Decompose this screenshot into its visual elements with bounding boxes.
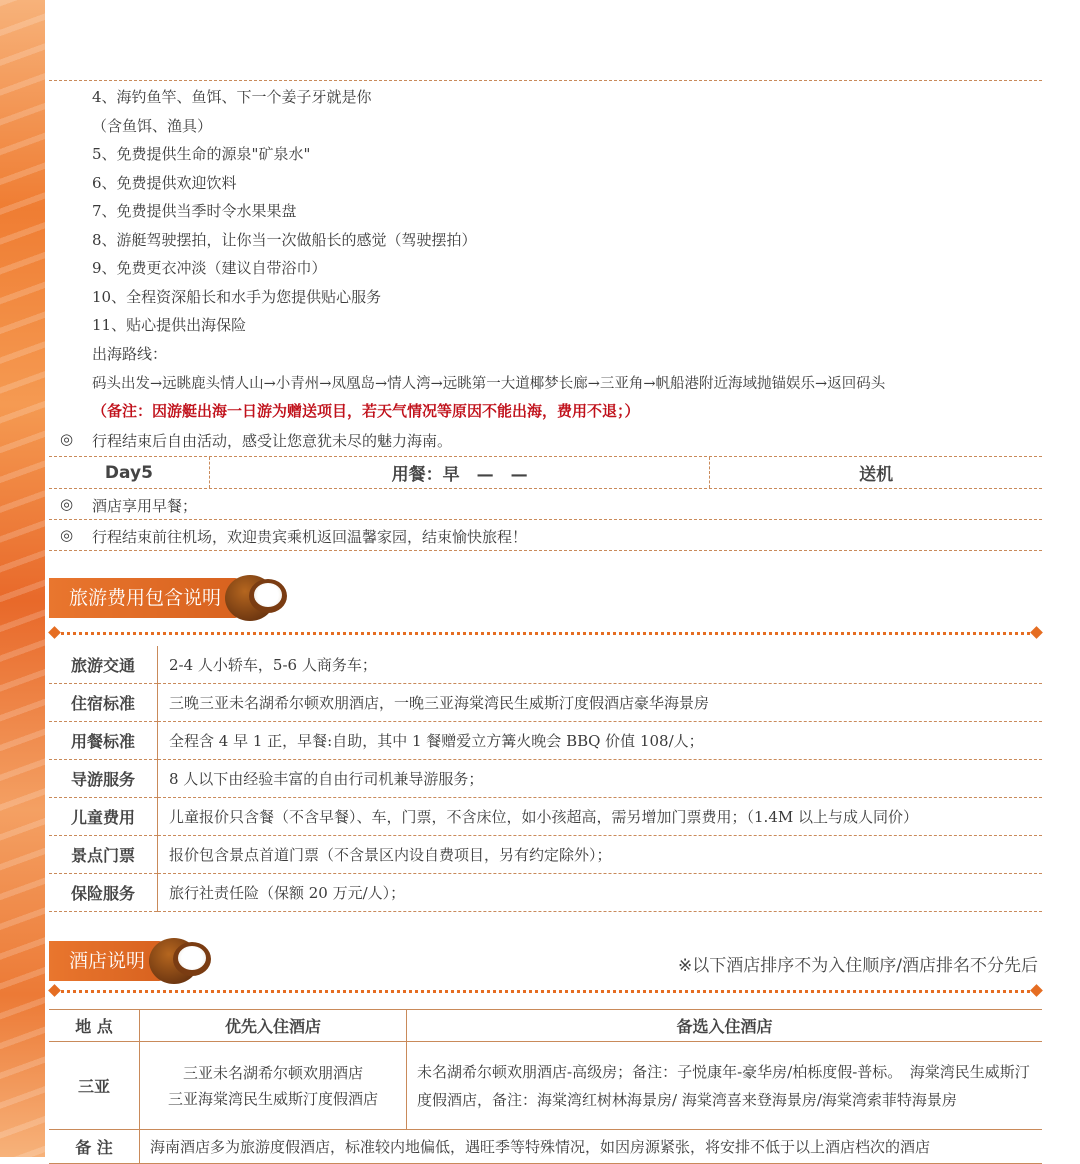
day-label: Day5 — [104, 462, 153, 483]
itinerary-line: 9、免费更衣冲淡（建议自带浴巾） — [92, 259, 327, 277]
fee-value: 2-4 人小轿车，5-6 人商务车； — [158, 646, 1043, 684]
day5-item: 酒店享用早餐； — [92, 497, 198, 515]
table-row — [49, 798, 1042, 836]
fee-key: 旅游交通 — [49, 646, 158, 684]
table-row — [49, 836, 1042, 874]
bullet-icon: ◎ — [60, 526, 74, 544]
column-header: 优先入住酒店 — [140, 1010, 407, 1042]
hotel-order-note: ※以下酒店排序不为入住顺序/酒店排名不分先后 — [678, 956, 1038, 976]
fee-key: 导游服务 — [49, 760, 158, 798]
dotted-divider — [49, 627, 1042, 639]
alternate-hotels-cell: 未名湖希尔顿欢朋酒店-高级房；备注：子悦康年-豪华房/柏栎度假-普标。 海棠湾民生威斯汀度假酒店，备注：海棠湾红树林海景房/ 海棠湾喜来登海景房/海棠湾索菲特海景房 — [407, 1042, 1043, 1130]
column-header: 地 点 — [49, 1010, 140, 1042]
itinerary-line: （含鱼饵、渔具） — [92, 117, 213, 135]
day5-header-row — [49, 457, 1042, 488]
itinerary-line: 6、免费提供欢迎饮料 — [92, 174, 237, 192]
decorative-side-strip — [0, 0, 45, 1157]
itinerary-line: 5、免费提供生命的源泉"矿泉水" — [92, 145, 311, 163]
table-row — [49, 646, 1042, 684]
itinerary-line: 8、游艇驾驶摆拍，让你当一次做船长的感觉（驾驶摆拍） — [92, 231, 477, 249]
remark-text: （备注：因游艇出海一日游为赠送项目，若天气情况等原因不能出海，费用不退；） — [92, 402, 640, 420]
divider — [49, 80, 1042, 81]
table-row — [49, 874, 1042, 912]
preferred-hotel: 三亚海棠湾民生威斯汀度假酒店 — [167, 1089, 378, 1108]
fee-value: 8 人以下由经验丰富的自由行司机兼导游服务； — [158, 760, 1043, 798]
column-header: 备选入住酒店 — [407, 1010, 1043, 1042]
fee-value: 旅行社责任险（保额 20 万元/人）； — [158, 874, 1043, 912]
itinerary-line: 出海路线： — [92, 345, 168, 363]
fee-value: 全程含 4 早 1 正，早餐:自助，其中 1 餐赠爱立方篝火晚会 BBQ 价值 108/人； — [158, 722, 1043, 760]
hotel-section-banner — [49, 941, 211, 981]
day5-item: 行程结束前往机场，欢迎贵宾乘机返回温馨家园，结束愉快旅程！ — [92, 528, 528, 546]
itinerary-line: 7、免费提供当季时令水果果盘 — [92, 202, 297, 220]
divider — [49, 488, 1042, 489]
fee-table — [49, 646, 1042, 912]
table-row — [49, 1042, 1042, 1130]
day4-end-text: 行程结束后自由活动，感受让您意犹未尽的魅力海南。 — [92, 432, 453, 450]
fee-value: 三晚三亚未名湖希尔顿欢朋酒店，一晚三亚海棠湾民生威斯汀度假酒店豪华海景房 — [158, 684, 1043, 722]
dotted-divider — [49, 985, 1042, 997]
fee-value: 儿童报价只含餐（不含早餐）、车，门票，不含床位，如小孩超高，需另增加门票费用；（1.4M 以上与成人同价） — [158, 798, 1043, 836]
table-row — [49, 1130, 1042, 1164]
day-meals: 用餐：早 — — — [209, 457, 710, 488]
fee-key: 用餐标准 — [49, 722, 158, 760]
fee-key: 景点门票 — [49, 836, 158, 874]
fee-key: 保险服务 — [49, 874, 158, 912]
section-title: 酒店说明 — [49, 941, 163, 981]
table-row — [49, 722, 1042, 760]
fee-key: 住宿标准 — [49, 684, 158, 722]
preferred-hotels-cell — [140, 1042, 407, 1130]
bullet-icon: ◎ — [60, 495, 74, 513]
fee-value: 报价包含景点首道门票（不含景区内设自费项目，另有约定除外）； — [158, 836, 1043, 874]
day-title: 送机 — [709, 457, 1042, 488]
table-header-row — [49, 1010, 1042, 1042]
fee-key: 儿童费用 — [49, 798, 158, 836]
fee-section-banner — [49, 578, 287, 618]
table-row — [49, 684, 1042, 722]
city-cell: 三亚 — [49, 1042, 140, 1130]
sea-route: 码头出发→远眺鹿头情人山→小青州→凤凰岛→情人湾→远眺第一大道椰梦长廊→三亚角→帆船港附近海域抛锚娱乐→返回码头 — [92, 376, 886, 392]
preferred-hotel: 三亚未名湖希尔顿欢朋酒店 — [182, 1063, 363, 1082]
itinerary-line: 10、全程资深船长和水手为您提供贴心服务 — [92, 288, 382, 306]
coconut-icon — [149, 936, 211, 986]
bullet-icon: ◎ — [60, 430, 74, 448]
table-row — [49, 760, 1042, 798]
itinerary-line: 4、海钓鱼竿、鱼饵、下一个姜子牙就是你 — [92, 88, 372, 106]
hotel-table — [49, 1009, 1042, 1164]
coconut-icon — [225, 573, 287, 623]
divider — [49, 550, 1042, 551]
remark-label: 备 注 — [49, 1130, 140, 1164]
remark-cell: 海南酒店多为旅游度假酒店，标准较内地偏低，遇旺季等特殊情况，如因房源紧张，将安排不低于以上酒店档次的酒店 — [140, 1130, 1043, 1164]
divider — [49, 519, 1042, 520]
itinerary-line: 11、贴心提供出海保险 — [92, 316, 247, 334]
section-title: 旅游费用包含说明 — [49, 578, 239, 618]
